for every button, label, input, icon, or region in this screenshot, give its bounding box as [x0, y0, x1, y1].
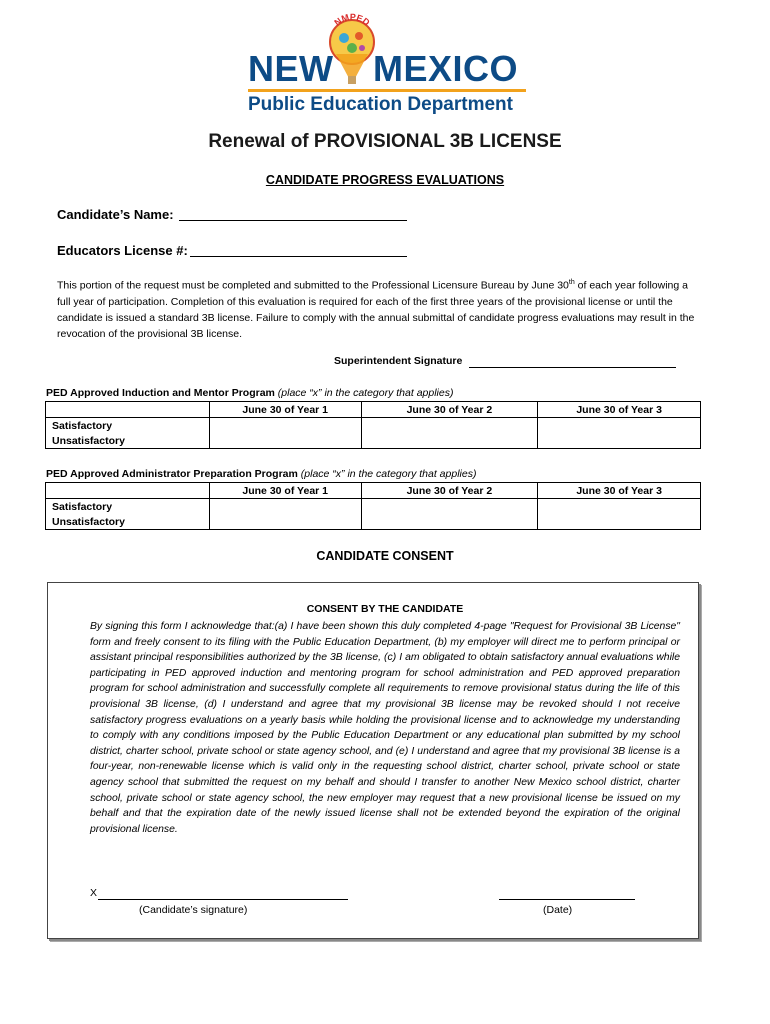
induction-program-table	[45, 401, 701, 449]
table-row	[46, 418, 701, 434]
year2-checkbox-cell[interactable]	[361, 418, 538, 449]
superintendent-signature-field[interactable]	[469, 367, 676, 368]
year1-checkbox-cell[interactable]	[209, 499, 361, 530]
table-header-row	[46, 483, 701, 499]
consent-text: By signing this form I acknowledge that:(a) I have been shown this duly completed 4-page "Request for Provisional 3B License" form and freely consent to its filing with the Public Education Department, (b) my employer will direct me to perform principal or assistant principal responsibilities authorized by the 3B license, (c) I am obligated to obtain satisfactory annual evaluations while participating in PED approved induction and mentoring program for school administration and PED approved preparation program for school administration and successfully complete all requirements to remove provisional status during the life of this provisional 3B license, (d) I understand and agree that my provisional 3B license may be revoked should I not receive satisfactory progress evaluations on a yearly basis while holding the provisional license and to acknowledge my understanding to comply with any conditions imposed by the Public Education Department or any educational plan submitted by my school district, charter school, private school or state agency school, and (e) I understand and agree that my provisional 3B license is a four-year, non-renewable license which is valid only in the requesting school district, charter school, private school or state agency school that submitted the request on my behalf and should I transfer to another New Mexico school district, charter school, private school or state agency school, the new employer may request that a new provisional license be issued on my behalf and that the expiration date of the newly issued license shall not be extended beyond the expiration of the original provisional license.	[90, 621, 680, 835]
table-header-cell	[46, 402, 210, 418]
form-title: Renewal of PROVISIONAL 3B LICENSE	[208, 131, 562, 152]
admin-prep-program-table	[45, 482, 701, 530]
logo-divider	[248, 89, 526, 92]
admin-prep-program-instruction: (place “x” in the category that applies)	[297, 468, 477, 480]
induction-program-caption	[46, 387, 453, 399]
table-header-cell: June 30 of Year 1	[209, 402, 361, 418]
instructions-superscript: th	[568, 279, 575, 286]
instructions-paragraph	[57, 275, 697, 342]
table-row	[46, 499, 701, 515]
signature-date-field[interactable]	[499, 899, 635, 900]
row-label-unsatisfactory: Unsatisfactory	[46, 433, 210, 449]
candidate-signature-caption: (Candidate’s signature)	[139, 904, 248, 916]
induction-program-title: PED Approved Induction and Mentor Program	[46, 387, 275, 399]
zia-balloon-emblem-icon	[326, 12, 378, 90]
license-number-field[interactable]	[190, 256, 407, 257]
candidate-name-label: Candidate’s Name:	[57, 207, 174, 222]
instructions-text-part2: of each year following a full year of participation. Completion of this evaluation is required for each of the first three years of the provisional license or until the candidate is issued a standard 3B license. Failure to comply with the annual submittal of candidate progress evaluations may result in the revocation of the provisional 3B license.	[57, 279, 695, 340]
candidate-consent-heading: CANDIDATE CONSENT	[316, 549, 454, 563]
table-header-cell: June 30 of Year 3	[538, 402, 701, 418]
logo-word-new: NEW	[248, 48, 334, 89]
table-header-cell	[46, 483, 210, 499]
candidate-signature-field[interactable]	[98, 899, 348, 900]
year1-checkbox-cell[interactable]	[209, 418, 361, 449]
form-subtitle: CANDIDATE PROGRESS EVALUATIONS	[265, 173, 505, 187]
consent-box-title: CONSENT BY THE CANDIDATE	[306, 603, 464, 615]
svg-text:NMPED: NMPED	[332, 12, 372, 28]
table-header-cell: June 30 of Year 3	[538, 483, 701, 499]
logo-department-name: Public Education Department	[248, 94, 513, 115]
instructions-text-part1: This portion of the request must be completed and submitted to the Professional Licensure Bureau by June 30	[57, 279, 569, 292]
induction-program-instruction: (place “x” in the category that applies)	[274, 387, 454, 399]
candidate-name-field[interactable]	[179, 220, 407, 221]
year3-checkbox-cell[interactable]	[538, 499, 701, 530]
row-label-satisfactory: Satisfactory	[46, 499, 210, 515]
admin-prep-program-title: PED Approved Administrator Preparation Program	[46, 468, 298, 480]
year3-checkbox-cell[interactable]	[538, 418, 701, 449]
nmped-logo	[248, 8, 528, 118]
table-header-cell: June 30 of Year 2	[361, 483, 538, 499]
table-header-cell: June 30 of Year 1	[209, 483, 361, 499]
logo-word-mexico: MEXICO	[373, 48, 519, 89]
date-caption: (Date)	[543, 904, 573, 916]
license-number-label: Educators License #:	[57, 243, 188, 258]
table-header-row	[46, 402, 701, 418]
row-label-unsatisfactory: Unsatisfactory	[46, 514, 210, 530]
superintendent-signature-label: Superintendent Signature	[334, 355, 463, 367]
signature-x-mark: X	[90, 887, 98, 899]
row-label-satisfactory: Satisfactory	[46, 418, 210, 434]
year2-checkbox-cell[interactable]	[361, 499, 538, 530]
admin-prep-program-caption	[46, 468, 476, 480]
table-header-cell: June 30 of Year 2	[361, 402, 538, 418]
